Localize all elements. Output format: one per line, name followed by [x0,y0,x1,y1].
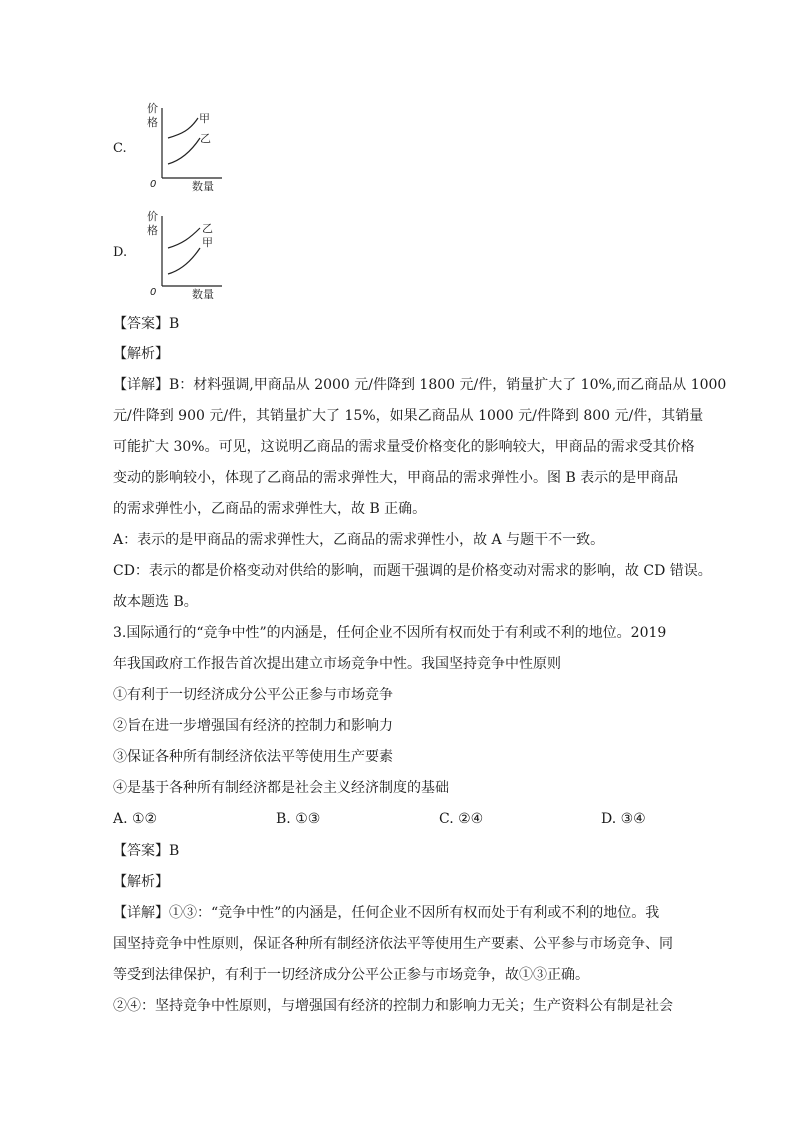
option-d-label: D. [113,245,128,260]
y-axis-label-char2: 格 [147,224,158,237]
q2-detail-line: 可能扩大 30%。可见，这说明乙商品的需求量受价格变化的影响较大，甲商品的需求受其价格 [113,439,695,455]
lower-curve [168,248,200,274]
q3-analysis-heading: 【解析】 [113,874,169,890]
q2-option-cd-analysis: CD：表示的都是价格变动对供给的影响，而题干强调的是价格变动对需求的影响，故 CD 错误。 [113,563,712,579]
q3-choice-c: C. ②④ [439,811,484,827]
q2-detail-line: 的需求弹性小，乙商品的需求弹性大，故 B 正确。 [113,501,427,517]
q3-stem-line: 3.国际通行的“竞争中性”的内涵是，任何企业不因所有权而处于有利或不利的地位。2019 [113,625,667,641]
option-d-chart [138,208,228,300]
q3-choice-b: B. ①③ [276,811,321,827]
q2-conclusion: 故本题选 B。 [113,594,198,610]
y-axis-label-char1: 价 [147,210,158,223]
option-c-label: C. [113,141,127,156]
lower-curve [168,138,200,164]
q2-option-a-analysis: A：表示的是甲商品的需求弹性大，乙商品的需求弹性小，故 A 与题干不一致。 [113,532,605,548]
q3-answer: 【答案】B [113,843,180,859]
q2-analysis-heading: 【解析】 [113,346,169,362]
q2-detail-line: 元/件降到 900 元/件，其销量扩大了 15%，如果乙商品从 1000 元/件降到 800 元/件，其销量 [113,408,704,424]
q3-statement: ③保证各种所有制经济依法平等使用生产要素 [113,749,393,765]
q2-detail-line: 【详解】B：材料强调,甲商品从 2000 元/件降到 1800 元/件，销量扩大了 10%,而乙商品从 1000 [113,377,727,393]
q3-detail-line: 等受到法律保护，有利于一切经济成分公平公正参与市场竞争，故①③正确。 [113,967,589,983]
x-axis-label: 数量 [192,288,214,300]
origin-label: 0 [150,287,157,298]
q3-choice-d: D. ③④ [601,811,646,827]
option-d-graph [138,208,228,300]
q2-answer: 【答案】B [113,316,180,332]
upper-curve [168,118,198,138]
q3-statement: ④是基于各种所有制经济都是社会主义经济制度的基础 [113,780,449,796]
q3-choice-a: A. ①② [113,811,158,827]
upper-curve-label: 甲 [199,112,210,125]
q3-statement: ①有利于一切经济成分公平公正参与市场竞争 [113,687,393,703]
q3-stem-line: 年我国政府工作报告首次提出建立市场竞争中性。我国坚持竞争中性原则 [113,656,561,672]
q3-detail-line: ②④：坚持竞争中性原则，与增强国有经济的控制力和影响力无关；生产资料公有制是社会 [113,998,673,1014]
q2-detail-line: 变动的影响较小，体现了乙商品的需求弹性大，甲商品的需求弹性小。图 B 表示的是甲商品 [113,470,679,486]
origin-label: 0 [150,179,157,190]
q3-detail-line: 【详解】①③：“竞争中性”的内涵是，任何企业不因所有权而处于有利或不利的地位。我 [113,905,660,921]
lower-curve-label: 甲 [202,236,213,249]
q3-statement: ②旨在进一步增强国有经济的控制力和影响力 [113,718,393,734]
q3-detail-line: 国坚持竞争中性原则，保证各种所有制经济依法平等使用生产要素、公平参与市场竞争、同 [113,936,673,952]
y-axis-label-char2: 格 [147,116,158,129]
option-c-chart [138,100,228,192]
option-c-graph [138,100,228,192]
y-axis-label-char1: 价 [147,102,158,115]
upper-curve-label: 乙 [202,222,213,235]
x-axis-label: 数量 [192,180,214,192]
lower-curve-label: 乙 [200,132,211,145]
upper-curve [168,228,200,248]
